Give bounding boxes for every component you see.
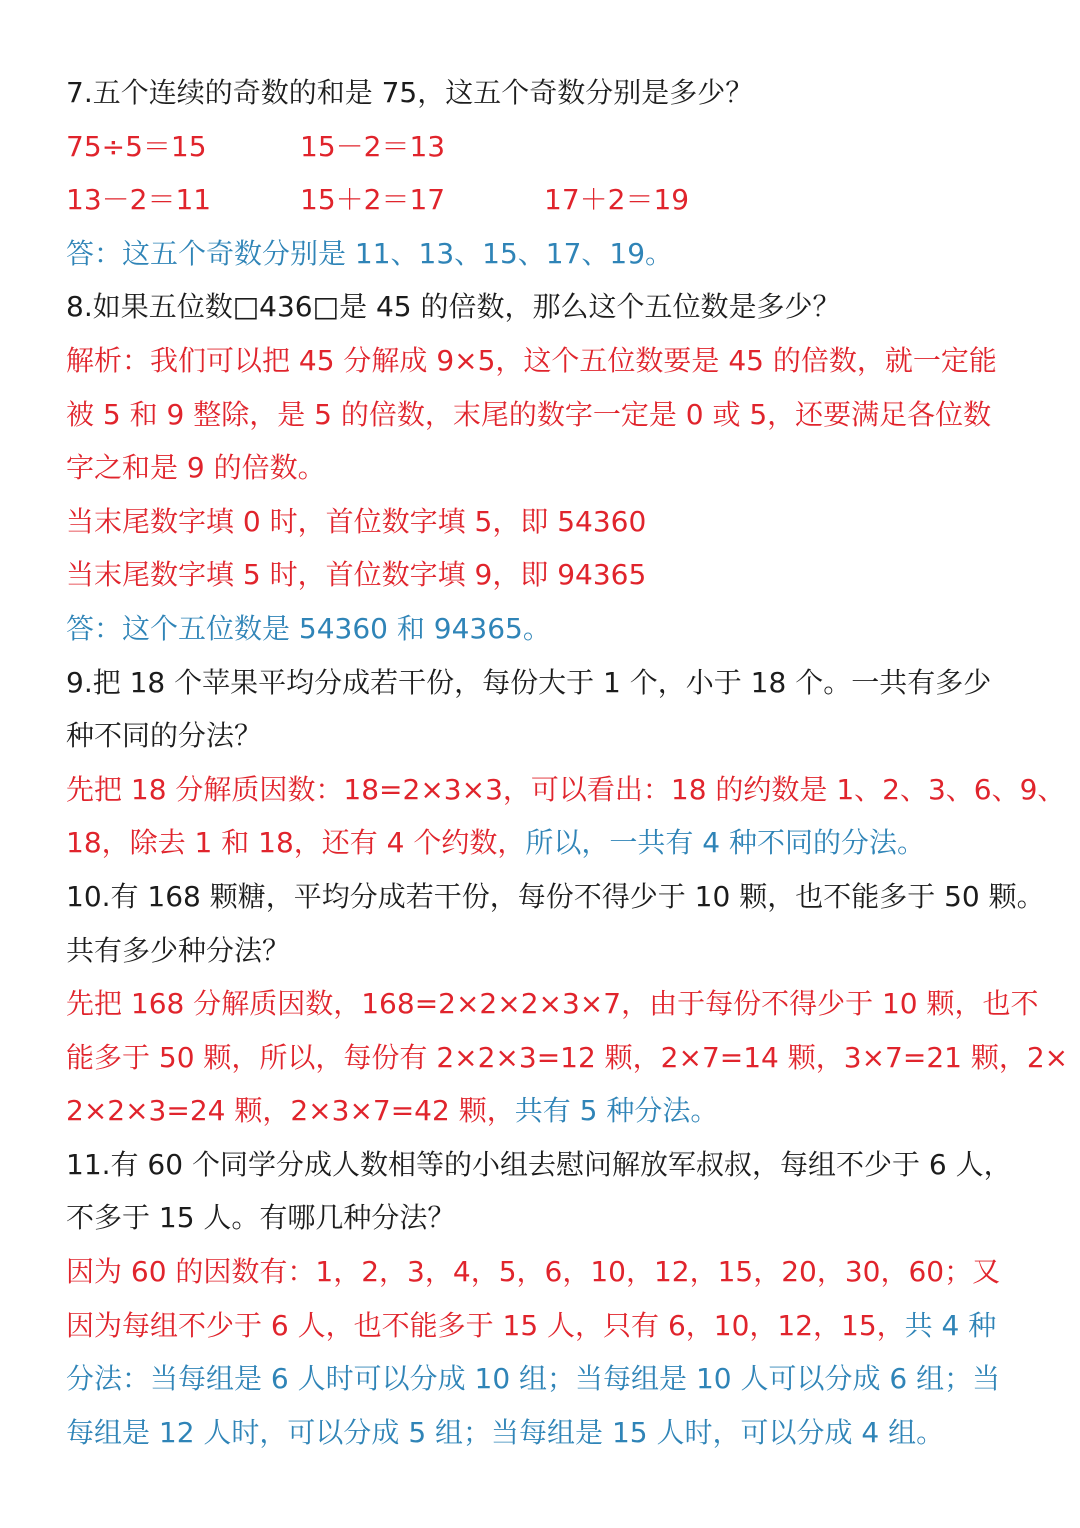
problem-11-solution-line	[66, 1299, 1056, 1353]
problem-11-answer-line: 分法：当每组是 6 人时可以分成 10 组；当每组是 10 人可以分成 6 组；当	[66, 1362, 1001, 1396]
calc-step: 75÷5＝15	[66, 129, 207, 163]
solution-text: 18，除去 1 和 18，还有 4 个约数，	[66, 826, 526, 860]
problem-10-question: 10.有 168 颗糖，平均分成若干份，每份不得少于 10 颗，也不能多于 50 颗。	[66, 879, 1045, 913]
calc-step: 15＋2＝17	[300, 183, 446, 217]
problem-9-solution-line	[66, 816, 1056, 870]
problem-8-answer: 答：这个五位数是 54360 和 94365。	[66, 611, 551, 645]
problem-7-calc-row-2	[66, 173, 1056, 227]
problem-9-question: 种不同的分法？	[66, 719, 263, 753]
calc-step: 17＋2＝19	[544, 183, 690, 217]
problem-10-solution-line: 先把 168 分解质因数，168=2×2×2×3×7，由于每份不得少于 10 颗，也不	[66, 987, 1039, 1021]
problem-7-calc-row-1	[66, 120, 1056, 174]
problem-9-solution-line: 先把 18 分解质因数：18=2×3×3，可以看出：18 的约数是 1、2、3、6、9、	[66, 772, 1066, 806]
problem-11-solution-line: 因为 60 的因数有：1，2，3，4，5，6，10，12，15，20，30，60；又	[66, 1255, 1001, 1289]
problem-7-question: 7.五个连续的奇数的和是 75，这五个奇数分别是多少？	[66, 76, 754, 109]
problem-11-question: 不多于 15 人。有哪几种分法？	[66, 1201, 456, 1235]
problem-11-answer-line: 每组是 12 人时，可以分成 5 组；当每组是 15 人时，可以分成 4 组。	[66, 1415, 945, 1449]
answer-text: 共 4 种	[904, 1308, 997, 1342]
problem-10-solution-line: 能多于 50 颗，所以，每份有 2×2×3=12 颗，2×7=14 颗，3×7=21 颗，2×	[66, 1040, 1069, 1074]
problem-9-question: 9.把 18 个苹果平均分成若干份，每份大于 1 个，小于 18 个。一共有多少	[66, 665, 992, 699]
answer-text: 共有 5 种分法。	[514, 1094, 719, 1128]
problem-11-question: 11.有 60 个同学分成人数相等的小组去慰问解放军叔叔，每组不少于 6 人，	[66, 1147, 1012, 1181]
problem-7-answer: 答：这五个奇数分别是 11、13、15、17、19。	[66, 236, 674, 270]
problem-10-solution-line	[66, 1084, 1056, 1138]
problem-8-analysis-line: 当末尾数字填 5 时，首位数字填 9，即 94365	[66, 558, 647, 592]
problem-10-question: 共有多少种分法？	[66, 933, 291, 967]
answer-text: 所以，一共有 4 种不同的分法。	[525, 826, 926, 860]
problem-8-analysis-line: 字之和是 9 的倍数。	[66, 451, 326, 485]
problem-8-analysis-line: 当末尾数字填 0 时，首位数字填 5，即 54360	[66, 504, 647, 538]
solution-text: 因为每组不少于 6 人，也不能多于 15 人，只有 6，10，12，15，	[66, 1308, 905, 1342]
problem-8-analysis-line: 被 5 和 9 整除，是 5 的倍数，末尾的数字一定是 0 或 5，还要满足各位数	[66, 397, 992, 431]
problem-8-question: 8.如果五位数□436□是 45 的倍数，那么这个五位数是多少？	[66, 290, 841, 324]
solution-text: 2×2×3=24 颗，2×3×7=42 颗，	[66, 1094, 515, 1128]
problem-8-analysis-line: 解析：我们可以把 45 分解成 9×5，这个五位数要是 45 的倍数，就一定能	[66, 343, 997, 377]
calc-step: 15－2＝13	[300, 129, 446, 163]
calc-step: 13－2＝11	[66, 183, 212, 217]
worksheet-page	[66, 66, 1069, 1459]
